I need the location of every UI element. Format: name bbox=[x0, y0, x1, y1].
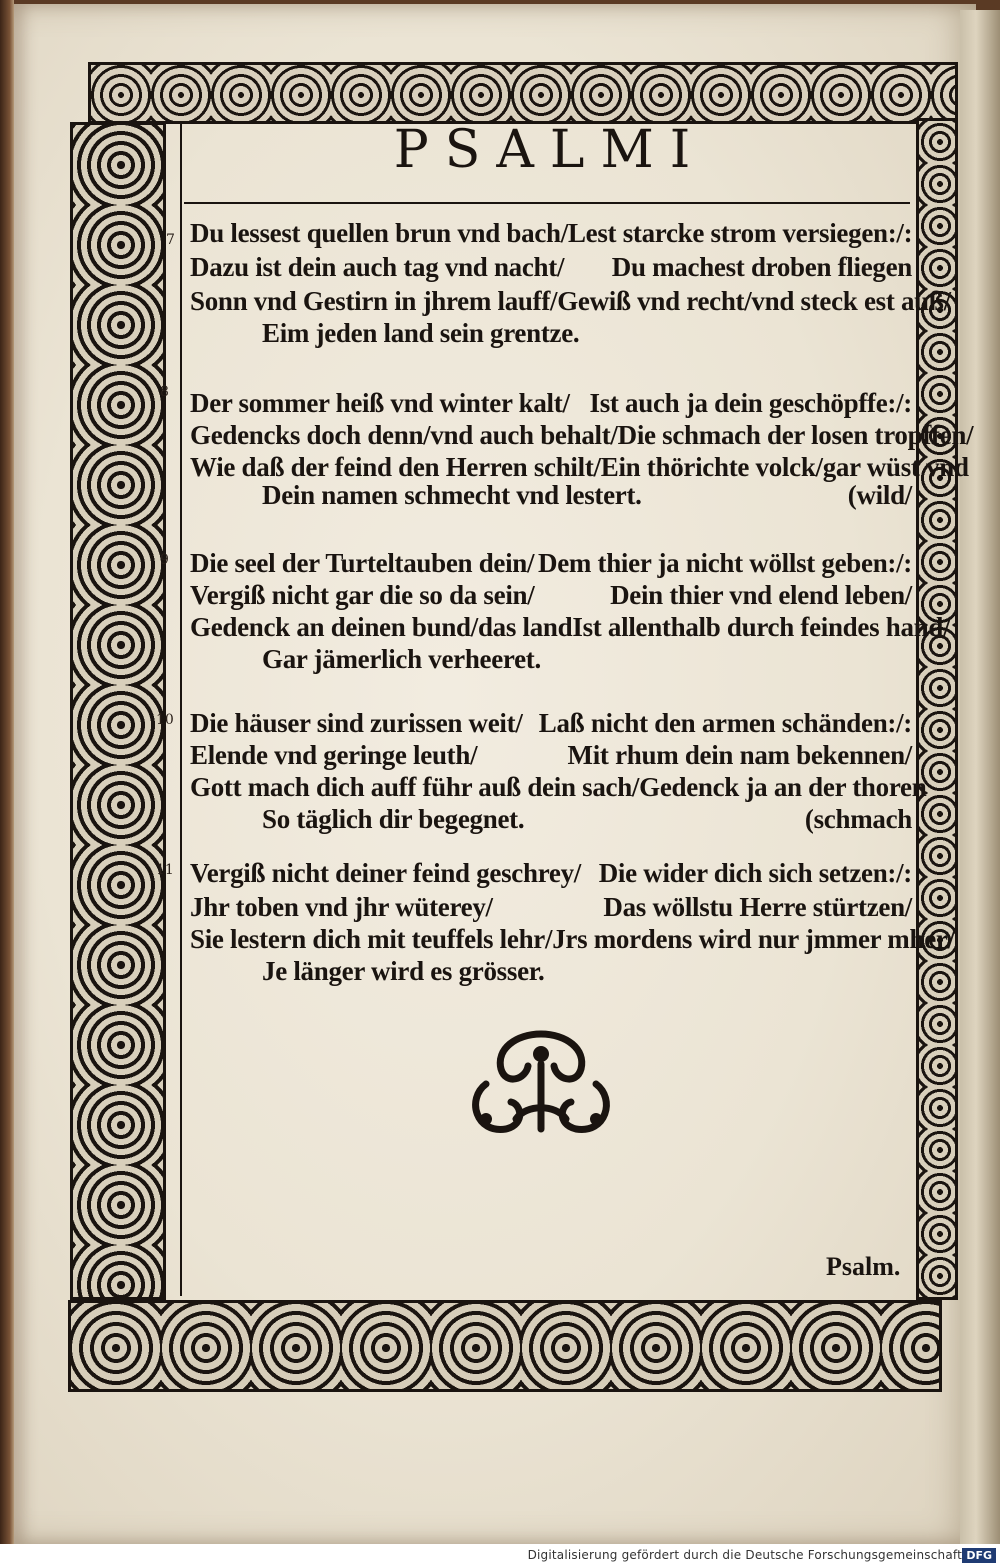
verse-line-left: Sonn vnd Gestirn in jhrem lauff/ bbox=[190, 286, 558, 316]
verse-number: 7 bbox=[166, 232, 175, 248]
verse-line bbox=[262, 480, 912, 518]
verse-line-left: Gedencks doch denn/vnd auch behalt/ bbox=[190, 420, 618, 450]
verse-line-right: Laß nicht den armen schänden:/: bbox=[538, 708, 912, 738]
verse-line-right: Ist allenthalb durch feindes hand/ bbox=[572, 612, 951, 642]
verse-line-left: Der sommer heiß vnd winter kalt/ bbox=[190, 388, 570, 418]
verse-line-right: Lest starcke strom versiegen:/: bbox=[567, 218, 913, 248]
verse-line bbox=[262, 956, 912, 994]
verse-line-left: Je länger wird es grösser. bbox=[262, 956, 545, 986]
verse-line-left: Gar jämerlich verheeret. bbox=[262, 644, 541, 674]
verse-line-right: Das wöllstu Herre stürtzen/ bbox=[603, 892, 912, 922]
verse-line bbox=[190, 218, 912, 256]
verse-line-left: Wie daß der feind den Herren schilt/ bbox=[190, 452, 601, 482]
verse-line-left: Eim jeden land sein grentze. bbox=[262, 318, 580, 348]
verse-line-left: Gedenck an deinen bund/das land bbox=[190, 612, 573, 642]
dfg-logo: DFG bbox=[962, 1548, 996, 1563]
verse-line-right: (schmach bbox=[804, 804, 912, 834]
verse-line-left: So täglich dir begegnet. bbox=[262, 804, 525, 834]
verse-line-left: Vergiß nicht deiner feind geschrey/ bbox=[190, 858, 581, 888]
title-rule bbox=[184, 202, 910, 204]
verse-line-right: (wild/ bbox=[847, 480, 912, 510]
verse-line-left: Jhr toben vnd jhr wüterey/ bbox=[190, 892, 493, 922]
verse-line-left: Elende vnd geringe leuth/ bbox=[190, 740, 478, 770]
verse-line-right: Jrs mordens wird nur jmmer mher/ bbox=[552, 924, 955, 954]
verse-line-right: Ist auch ja dein geschöpffe:/: bbox=[589, 388, 912, 418]
verse-line-left: Vergiß nicht gar die so da sein/ bbox=[190, 580, 535, 610]
verse-number: 10 bbox=[156, 712, 174, 728]
verse-line-right: Die schmach der losen tropffen/ bbox=[617, 420, 974, 450]
ornamental-border-bottom bbox=[68, 1300, 942, 1392]
page-edge bbox=[960, 10, 1000, 1545]
footer-credit: Digitalisierung gefördert durch die Deutsche Forschungsgemeinschaft bbox=[527, 1548, 962, 1562]
verse-line-left: Dein namen schmecht vnd lestert. bbox=[262, 480, 642, 510]
verse-line bbox=[262, 804, 912, 842]
ornament-vignette bbox=[456, 1024, 626, 1144]
verse-line-left: Die seel der Turteltauben dein/ bbox=[190, 548, 535, 578]
page-title: PSALMI bbox=[393, 120, 707, 180]
verse-line-right: Ein thörichte volck/gar wüst vnd bbox=[600, 452, 969, 482]
verse-line-right: Mit rhum dein nam bekennen/ bbox=[567, 740, 912, 770]
book-spine bbox=[0, 0, 14, 1568]
verse-line-left: Die häuser sind zurissen weit/ bbox=[190, 708, 523, 738]
verse-line-right: Gewiß vnd recht/vnd steck est auß/ bbox=[557, 286, 951, 316]
verse-line bbox=[262, 644, 912, 682]
verse-line-right: Dem thier ja nicht wöllst geben:/: bbox=[538, 548, 912, 578]
verse-number: 8 bbox=[160, 384, 169, 400]
verse-line-left: Gott mach dich auff führ auß dein sach/ bbox=[190, 772, 640, 802]
verse-line bbox=[262, 318, 912, 356]
ornamental-border-top bbox=[88, 62, 958, 124]
verse-number: 11 bbox=[156, 862, 174, 878]
verse-number: 9 bbox=[160, 552, 169, 568]
verse-line-right: Du machest droben fliegen bbox=[611, 252, 912, 282]
verse-line-right: Dein thier vnd elend leben/ bbox=[610, 580, 912, 610]
ornamental-border-left bbox=[70, 122, 166, 1300]
verse-line-left: Sie lestern dich mit teuffels lehr/ bbox=[190, 924, 553, 954]
verse-line-left: Dazu ist dein auch tag vnd nacht/ bbox=[190, 252, 565, 282]
verse-line-right: Gedenck ja an der thoren bbox=[639, 772, 927, 802]
verse-line bbox=[190, 858, 912, 896]
catchword: Psalm. bbox=[826, 1252, 901, 1281]
verse-line-left: Du lessest quellen brun vnd bach/ bbox=[190, 218, 568, 248]
frame-line bbox=[180, 124, 182, 1296]
verse-line-right: Die wider dich sich setzen:/: bbox=[598, 858, 912, 888]
verse-line bbox=[190, 252, 912, 290]
